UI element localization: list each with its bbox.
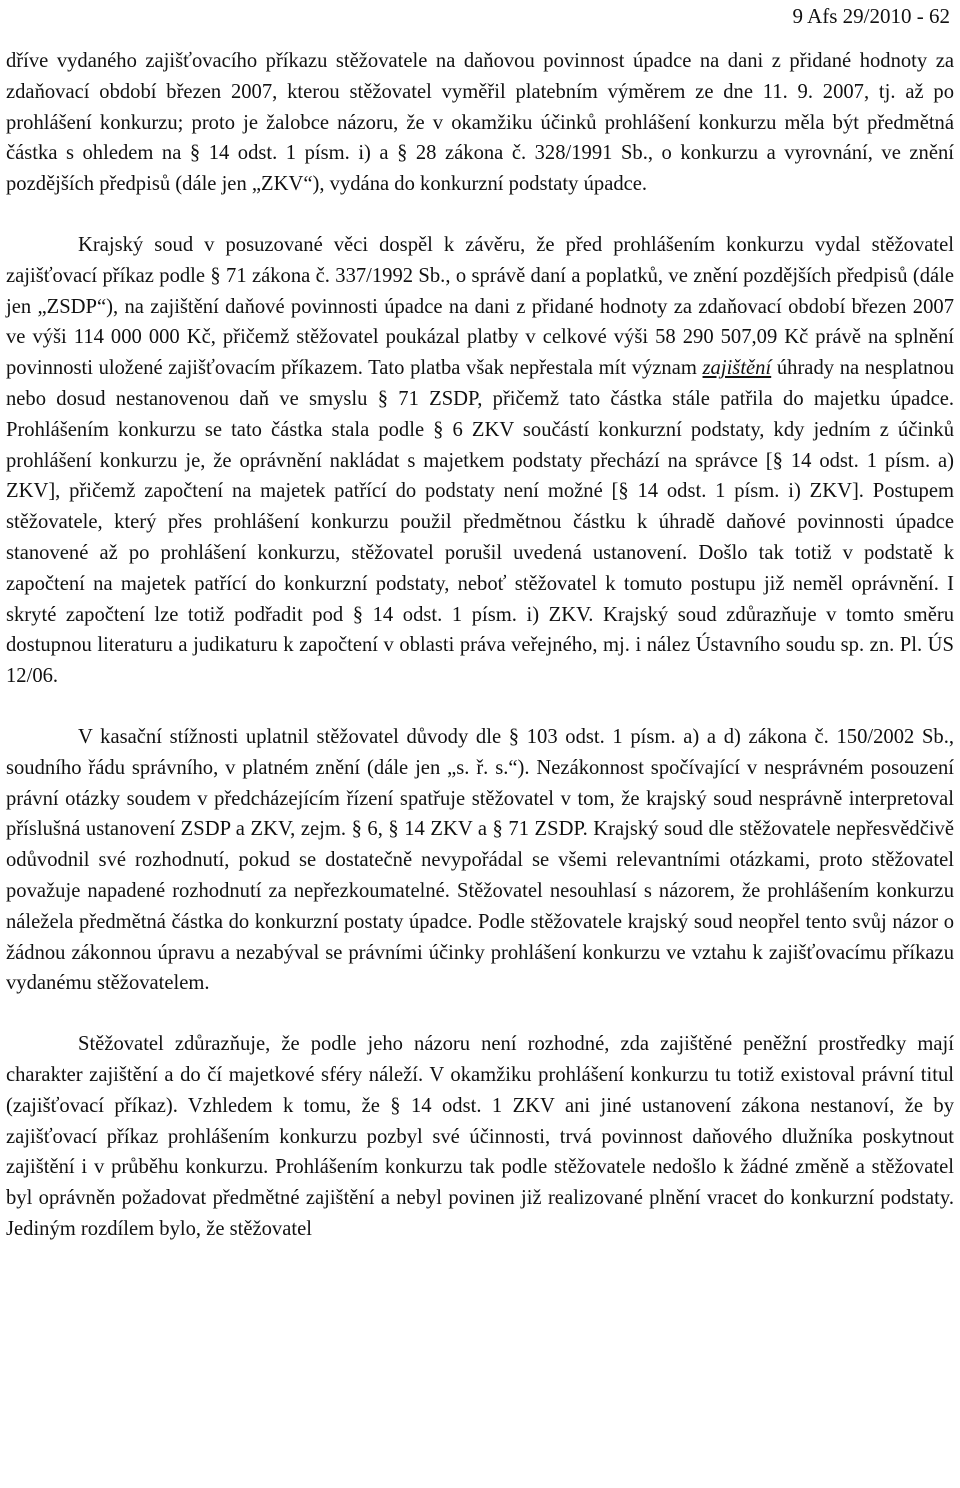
- paragraph-3: V kasační stížnosti uplatnil stěžovatel důvody dle § 103 odst. 1 písm. a) a d) zákona č. 150/2002 Sb., soudního řádu správního, v platném znění (dále jen „s. ř. s.“). Nezákonnost spočívající v nesprávném posouzení právní otázky soudem v předcházejícím řízení spatřuje stěžovatel v tom, že krajský soud nesprávně interpretoval příslušná ustanovení ZSDP a ZKV, zejm. § 6, § 14 ZKV a § 71 ZSDP. Krajský soud dle stěžovatele nepřesvědčivě odůvodnil své rozhodnutí, pokud se dostatečně nevypořádal se všemi relevantními otázkami, proto stěžovatel považuje napadené rozhodnutí za nepřezkoumatelné. Stěžovatel nesouhlasí s názorem, že prohlášením konkurzu náležela předmětná částka do konkurzní postaty úpadce. Podle stěžovatele krajský soud neopřel tento svůj názor o žádnou zákonnou úpravu a nezabýval se právními účinky prohlášení konkurzu ve vztahu k zajišťovacímu příkazu vydanému stěžovatelem.: [6, 725, 954, 995]
- paragraph-1: dříve vydaného zajišťovacího příkazu stěžovatele na daňovou povinnost úpadce na dani z přidané hodnoty za zdaňovací období březen 2007, kterou stěžovatel vyměřil platebním výměrem ze dne 11. 9. 2007, tj. až po prohlášení konkurzu; proto je žalobce názoru, že v okamžiku účinků prohlášení konkurzu měla být předmětná částka s ohledem na § 14 odst. 1 písm. i) a § 28 zákona č. 328/1991 Sb., o konkurzu a vyrovnání, ve znění pozdějších předpisů (dále jen „ZKV“), vydána do konkurzní podstaty úpadce.: [6, 50, 954, 196]
- paragraph-2-italic-term: zajištění: [702, 357, 772, 380]
- paragraph-2: [6, 230, 954, 692]
- page-header-case-number: 9 Afs 29/2010 - 62: [792, 4, 950, 28]
- paragraph-4: Stěžovatel zdůrazňuje, že podle jeho názoru není rozhodné, zda zajištěné peněžní prostředky mají charakter zajištění a do čí majetkové sféry náleží. V okamžiku prohlášení konkurzu tu totiž existoval právní titul (zajišťovací příkaz). Vzhledem k tomu, že § 14 odst. 1 ZKV ani jiné ustanovení zákona nestanoví, že by zajišťovací příkaz prohlášením konkurzu pozbyl své účinnosti, trvá povinnost daňového dlužníka poskytnout zajištění i v průběhu konkurzu. Prohlášením konkurzu tak podle stěžovatele nedošlo k žádné změně a stěžovatel byl oprávněn požadovat předmětné zajištění a nebyl povinen již realizované plnění vracet do konkurzní podstaty. Jediným rozdílem bylo, že stěžovatel: [6, 1033, 954, 1240]
- paragraph-2-text-a: Krajský soud v posuzované věci dospěl k závěru, že před prohlášením konkurzu vydal stěžovatel zajišťovací příkaz podle § 71 zákona č. 337/1992 Sb., o správě daní a poplatků, ve znění pozdějších předpisů (dále jen „ZSDP“), na zajištění daňové povinnosti úpadce na dani z přidané hodnoty za zdaňovací období březen 2007 ve výši 114 000 000 Kč, přičemž stěžovatel poukázal platby v celkové výši 58 290 507,09 Kč právě na splnění povinnosti uložené zajišťovacím příkazem. Tato platba však nepřestala mít význam: [6, 233, 954, 380]
- paragraph-2-text-b: úhrady na nesplatnou nebo dosud nestanovenou daň ve smyslu § 71 ZSDP, přičemž tato částka stále patřila do majetku úpadce. Prohlášením konkurzu se tato částka stala podle § 6 ZKV součástí konkurzní podstaty, kdy jedním z účinků prohlášení konkurzu je, že oprávnění nakládat s majetkem podstaty přechází na správce [§ 14 odst. 1 písm. a) ZKV], přičemž započtení na majetek patřící do podstaty není možné [§ 14 odst. 1 písm. i) ZKV]. Postupem stěžovatele, který přes prohlášení konkurzu použil předmětnou částku k úhradě daňové povinnosti úpadce stanovené až po prohlášení konkurzu, stěžovatel porušil uvedená ustanovení. Došlo tak totiž v podstatě k započtení na majetek patřící do konkurzní podstaty, neboť stěžovatel k tomuto postupu již neměl oprávnění. I skryté započtení lze totiž podřadit pod § 14 odst. 1 písm. i) ZKV. Krajský soud zdůrazňuje v tomto směru dostupnou literaturu a judikaturu k započtení v oblasti práva veřejného, mj. i nález Ústavního soudu sp. zn. Pl. ÚS 12/06.: [6, 357, 955, 688]
